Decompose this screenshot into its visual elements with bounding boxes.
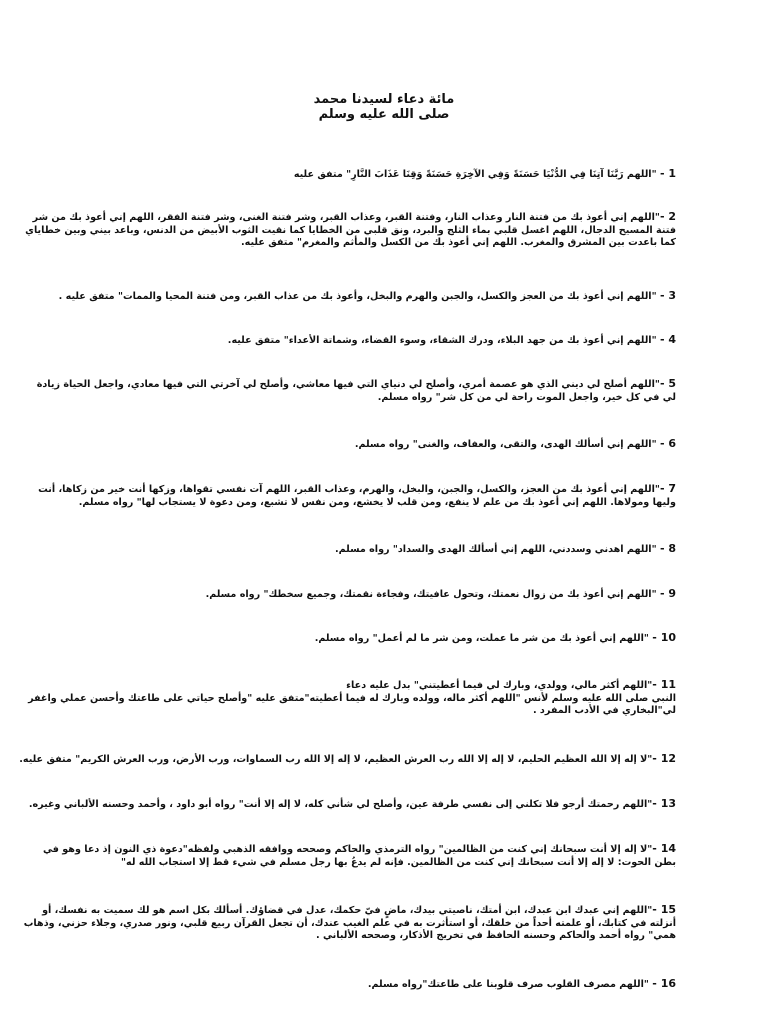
entry-text: فتنة المسيح الدجال، اللهم اغسل قلبي بماء الثلج والبرد، ونق قلبي من الخطايا كما نقيت الثوب الأبيض من الدنس، وباعد بيني وبين خطاياي bbox=[25, 224, 676, 236]
entry-number: 1 - bbox=[659, 167, 676, 180]
entry-number: 9 - bbox=[659, 587, 676, 600]
entry-text: "اللهم إني أسألك الهدى، والتقى، والعفاف، والغنى" رواه مسلم. bbox=[354, 439, 657, 450]
entry-text: لي"البخاري في الأدب المفرد . bbox=[532, 705, 676, 717]
entry-text: "اللهم إني أعوذ بك من جهد البلاء، ودرك الشقاء، وسوء القضاء، وشماتة الأعداء" متفق عليه. bbox=[227, 335, 657, 346]
entry-number: 8 - bbox=[659, 542, 676, 555]
entry-text: "اللهم إني عبدك ابن عبدك، ابن أمتك، ناصيتي بيدك، ماضٍ فيّ حكمك، عدل في قضاؤك. أسألك بكل اسم هو لك سميت به نفسك، أو bbox=[42, 905, 653, 916]
dua-entry-13 bbox=[28, 797, 676, 812]
entry-text: "لا إله إلا أنت سبحانك إني كنت من الظالمين" رواه الترمذي والحاكم وصححه ووافقه الذهبي ولفظه"دعوة ذي النون إذ دعا وهو في bbox=[42, 844, 653, 855]
entry-number: 14 - bbox=[652, 842, 676, 855]
dua-entry-4 bbox=[104, 334, 676, 348]
entry-number: 5 - bbox=[659, 377, 676, 390]
entry-text: النبي صلى الله عليه وسلم لأنس "اللهم أكثر ماله، وولده وبارك له فيما أعطيته"متفق عليه "وأصلح حياتي على طاعتك وأحسن عملي واغفر bbox=[28, 692, 676, 704]
title-line-1: مائة دعاء لسيدنا محمد bbox=[313, 92, 455, 107]
entry-text: "اللهم إني أعوذ بك من شر ما عملت، ومن شر ما لم أعمل" رواه مسلم. bbox=[314, 633, 649, 644]
entry-text: "اللهم أكثر مالي، وولدي، وبارك لي فيما أعطيتني" بدل عليه دعاء bbox=[346, 680, 653, 691]
entry-number: 3 - bbox=[659, 289, 676, 302]
title-line-2: صلى الله عليه وسلم bbox=[318, 107, 450, 122]
entry-number: 16 - bbox=[652, 977, 676, 990]
entry-text: أنزلته في كتابك، أو علمته أحداً من خلقك، أو استأثرت به في علم الغيب عندك، أن تجعل القرآن ربيع قلبي، ونور صدري، وجلاء حزني، وذهاب bbox=[23, 917, 676, 929]
entry-text: بطن الحوت: لا إله إلا أنت سبحانك إني كنت من الظالمين. فإنه لم يدعُ بها رجل مسلم في شيء قط إلا استجاب الله له" bbox=[121, 856, 676, 868]
dua-entry-14 bbox=[42, 842, 676, 869]
entry-number: 12 - bbox=[652, 752, 676, 765]
entry-number: 11 - bbox=[652, 678, 676, 691]
dua-entry-3 bbox=[58, 289, 676, 304]
entry-number: 10 - bbox=[652, 631, 676, 644]
entry-text: "اللهم إني أعوذ بك من زوال نعمتك، وتحول عافيتك، وفجاءة نقمتك، وجميع سخطك" رواه مسلم. bbox=[205, 589, 657, 600]
entry-text: "اللهم أصلح لي ديني الذي هو عصمة أمري، وأصلح لي دنياي التي فيها معاشي، وأصلح لي آخرتي التي فيها معادي، واجعل الحياة زيادة bbox=[36, 379, 660, 390]
entry-text: لي في كل خير، واجعل الموت راحة لي من كل شر" رواه مسلم. bbox=[377, 391, 676, 403]
entry-number: 2 - bbox=[659, 210, 676, 223]
entry-text: كما باعدت بين المشرق والمغرب. اللهم إني أعوذ بك من الكسل والمأثم والمغرم" متفق عليه. bbox=[241, 237, 676, 249]
entry-text: "اللهم مصرف القلوب صرف قلوبنا على طاعتك"رواه مسلم. bbox=[367, 979, 649, 990]
document-title bbox=[0, 92, 768, 122]
dua-entry-7 bbox=[38, 482, 676, 509]
entry-text: "اللهم إني أعوذ بك من فتنة النار وعذاب النار، وفتنة القبر، وعذاب القبر، وشر فتنة الغنى، وشر فتنة الفقر، اللهم إني أعوذ بك من شر bbox=[32, 212, 660, 223]
entry-number: 15 - bbox=[652, 903, 676, 916]
entry-number: 4 - bbox=[659, 333, 676, 346]
entry-number: 6 - bbox=[659, 437, 676, 450]
dua-entry-1 bbox=[104, 168, 676, 182]
dua-entry-2 bbox=[25, 210, 676, 250]
entry-number: 13 - bbox=[652, 797, 676, 810]
entry-text: "لا إله إلا الله العظيم الحليم، لا إله إلا الله رب العرش العظيم، لا إله إلا الله رب السماوات، ورب الأرض، ورب العرش الكريم" متفق عليه. bbox=[19, 754, 653, 765]
entry-text: "اللهم إني أعوذ بك من العجز والكسل، والجبن والهرم والبخل، وأعوذ بك من عذاب القبر، ومن فتنة المحيا والممات" متفق عليه . bbox=[58, 291, 657, 302]
entry-text: "اللهم اهدني وسددني، اللهم إني أسألك الهدى والسداد" رواه مسلم. bbox=[334, 544, 657, 555]
dua-entry-5 bbox=[36, 377, 676, 404]
dua-entry-11 bbox=[28, 678, 676, 718]
entry-text: "اللهم إني أعوذ بك من العجز، والكسل، والجبن، والبخل، والهرم، وعذاب القبر، اللهم آت نفسي تقواها، وزكها أنت خير من زكاها، أنت bbox=[38, 484, 660, 495]
dua-entry-12 bbox=[19, 752, 676, 767]
entry-number: 7 - bbox=[659, 482, 676, 495]
dua-entry-10 bbox=[104, 632, 676, 646]
dua-entry-16 bbox=[104, 978, 676, 992]
entry-text: وليها ومولاها. اللهم إني أعوذ بك من علم لا ينفع، ومن قلب لا يخشع، ومن نفس لا تشبع، ومن دعوة لا يستجاب لها" رواه مسلم. bbox=[78, 496, 676, 508]
dua-entry-8 bbox=[104, 543, 676, 557]
dua-entry-9 bbox=[104, 588, 676, 602]
entry-text: همي" رواه أحمد والحاكم وحسنه الحافظ في تخريج الأذكار، وصححه الألباني . bbox=[315, 930, 676, 942]
entry-text: "اللهم رَبَّنَا آتِنَا فِي الدُّنْيَا حَسَنَةً وَفِي الآخِرَةِ حَسَنَةً وَقِنَا عَذَابَ النَّارِ" متفق عليه bbox=[293, 169, 657, 180]
dua-entry-6 bbox=[104, 438, 676, 452]
entry-text: "اللهم رحمتك أرجو فلا تكلني إلى نفسي طرفة عين، وأصلح لي شأني كله، لا إله إلا أنت" رواه أبو داود ، وأحمد وحسنه الألباني وغيره. bbox=[28, 799, 653, 810]
dua-entry-15 bbox=[23, 903, 676, 943]
